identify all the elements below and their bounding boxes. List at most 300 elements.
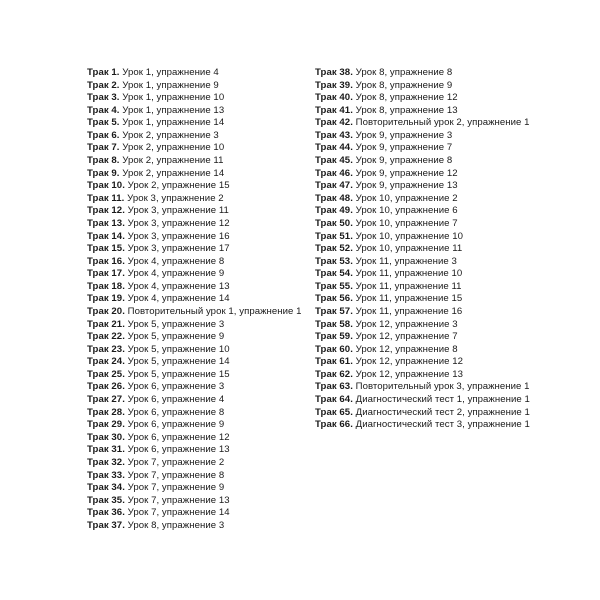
track-prefix: Трак [87,104,109,116]
track-description: Урок 2, упражнение 10 [122,142,225,154]
track-prefix: Трак [315,293,337,305]
track-index: 52. [339,243,353,255]
track-item [315,67,595,80]
track-index: 42. [339,117,353,129]
track-description: Урок 11, упражнение 3 [355,255,457,267]
track-index: 23. [111,343,125,355]
track-index: 14. [111,230,125,242]
track-number [315,117,353,128]
track-prefix: Трак [87,280,109,292]
track-item [87,130,312,143]
track-index: 37. [111,519,125,531]
track-number [87,92,120,103]
track-number [87,256,125,267]
track-prefix: Трак [87,519,109,531]
track-index: 62. [339,368,353,380]
track-item [315,356,595,369]
track-index: 55. [339,280,353,292]
track-number [87,117,120,128]
track-prefix: Трак [315,192,337,204]
track-item [87,520,312,533]
track-description: Урок 10, упражнение 6 [355,205,458,217]
track-item [87,67,312,80]
track-prefix: Трак [87,293,109,305]
track-item [87,281,312,294]
track-index: 64. [339,394,353,406]
track-number [87,495,125,506]
track-item [87,482,312,495]
track-description: Урок 9, упражнение 3 [355,129,453,141]
track-index: 41. [339,104,353,116]
track-description: Повторительный урок 3, упражнение 1 [355,381,530,393]
track-index: 18. [111,280,125,292]
track-description: Урок 8, упражнение 9 [355,79,453,91]
track-description: Урок 3, упражнение 12 [127,217,230,229]
track-description: Урок 3, упражнение 2 [127,192,224,204]
track-description: Урок 6, упражнение 13 [127,444,230,456]
track-description: Диагностический тест 2, упражнение 1 [355,406,530,418]
track-index: 57. [339,305,353,317]
track-item [87,381,312,394]
track-item [87,243,312,256]
track-number [315,205,353,216]
track-index: 22. [111,331,125,343]
track-description: Урок 4, упражнение 13 [127,280,230,292]
track-number [315,268,353,279]
track-prefix: Трак [87,217,109,229]
track-description: Урок 1, упражнение 4 [122,67,219,78]
track-item [315,231,595,244]
track-description: Урок 10, упражнение 7 [355,217,458,229]
track-prefix: Трак [315,368,337,380]
track-description: Урок 7, упражнение 13 [127,494,230,506]
track-description: Урок 7, упражнение 14 [127,507,230,519]
track-number [87,293,125,304]
track-item [87,268,312,281]
track-description: Урок 8, упражнение 12 [355,92,458,104]
track-number [87,142,120,153]
track-number [87,432,125,443]
track-prefix: Трак [87,368,109,380]
track-prefix: Трак [87,394,109,406]
track-prefix: Трак [87,268,109,280]
track-number [87,105,120,116]
track-number [87,306,125,317]
track-prefix: Трак [87,456,109,468]
track-prefix: Трак [315,243,337,255]
track-description: Урок 6, упражнение 8 [127,406,225,418]
track-index: 29. [111,419,125,431]
track-item [87,369,312,382]
track-number [315,155,353,166]
track-number [87,281,125,292]
track-description: Повторительный урок 2, упражнение 1 [355,117,530,129]
track-description: Урок 7, упражнение 2 [127,456,225,468]
track-number [87,381,125,392]
track-description: Урок 9, упражнение 8 [355,155,453,167]
track-prefix: Трак [87,381,109,393]
track-number [87,482,125,493]
track-prefix: Трак [87,356,109,368]
track-prefix: Трак [315,280,337,292]
track-description: Урок 4, упражнение 14 [127,293,230,305]
track-number [87,268,125,279]
track-number [87,67,120,78]
track-item [87,432,312,445]
track-number [87,444,125,455]
track-item [87,356,312,369]
track-index: 9. [111,167,120,179]
track-description: Урок 2, упражнение 3 [122,129,219,141]
track-item [87,306,312,319]
track-description: Урок 3, упражнение 17 [127,243,230,255]
track-description: Урок 5, упражнение 14 [127,356,230,368]
track-description: Урок 5, упражнение 9 [127,331,225,343]
track-description: Урок 7, упражнение 9 [127,482,225,494]
track-number [315,105,353,116]
track-item [315,168,595,181]
track-item [87,331,312,344]
track-description: Урок 9, упражнение 12 [355,167,458,179]
track-item [315,142,595,155]
track-prefix: Трак [87,192,109,204]
track-prefix: Трак [87,205,109,217]
track-index: 45. [339,155,353,167]
track-description: Диагностический тест 3, упражнение 1 [355,419,530,431]
track-item [87,105,312,118]
track-description: Урок 6, упражнение 4 [127,394,225,406]
track-item [87,293,312,306]
track-description: Диагностический тест 1, упражнение 1 [355,394,530,406]
track-prefix: Трак [87,406,109,418]
track-index: 65. [339,406,353,418]
track-prefix: Трак [87,180,109,192]
track-number [87,470,125,481]
track-prefix: Трак [315,117,337,129]
track-number [87,243,125,254]
track-index: 13. [111,217,125,229]
track-description: Урок 10, упражнение 2 [355,192,458,204]
track-number [315,369,353,380]
track-number [87,356,125,367]
track-index: 1. [111,67,120,78]
track-index: 36. [111,507,125,519]
track-index: 26. [111,381,125,393]
track-item [87,457,312,470]
track-index: 44. [339,142,353,154]
track-prefix: Трак [87,482,109,494]
track-item [315,419,595,432]
track-number [87,507,125,518]
track-item [87,205,312,218]
track-prefix: Трак [315,268,337,280]
track-index: 49. [339,205,353,217]
track-index: 31. [111,444,125,456]
track-index: 48. [339,192,353,204]
track-description: Урок 12, упражнение 12 [355,356,463,368]
track-item [315,193,595,206]
track-index: 53. [339,255,353,267]
track-index: 12. [111,205,125,217]
track-item [315,293,595,306]
track-item [87,180,312,193]
track-description: Урок 6, упражнение 9 [127,419,225,431]
track-index: 2. [111,79,120,91]
track-index: 58. [339,318,353,330]
track-description: Урок 1, упражнение 10 [122,92,225,104]
track-index: 61. [339,356,353,368]
track-item [315,180,595,193]
track-index: 5. [111,117,120,129]
track-number [87,520,125,531]
track-index: 34. [111,482,125,494]
track-prefix: Трак [87,469,109,481]
track-prefix: Трак [87,79,109,91]
track-prefix: Трак [87,444,109,456]
track-prefix: Трак [315,331,337,343]
track-prefix: Трак [87,243,109,255]
track-number [87,419,125,430]
track-item [87,142,312,155]
track-prefix: Трак [87,155,109,167]
track-description: Урок 12, упражнение 13 [355,368,463,380]
track-number [315,168,353,179]
track-number [315,80,353,91]
track-description: Урок 1, упражнение 14 [122,117,225,129]
track-number [87,193,124,204]
track-number [87,205,125,216]
track-item [315,407,595,420]
track-prefix: Трак [87,92,109,104]
track-number [315,193,353,204]
track-description: Урок 9, упражнение 7 [355,142,453,154]
track-prefix: Трак [315,318,337,330]
track-description: Урок 8, упражнение 13 [355,104,458,116]
track-index: 11. [111,192,125,204]
track-prefix: Трак [315,142,337,154]
track-index: 43. [339,129,353,141]
track-item [315,218,595,231]
track-index: 35. [111,494,125,506]
track-description: Урок 5, упражнение 10 [127,343,230,355]
track-index: 39. [339,79,353,91]
track-number [315,218,353,229]
track-index: 56. [339,293,353,305]
track-prefix: Трак [315,394,337,406]
track-index: 28. [111,406,125,418]
track-number [315,407,353,418]
track-number [87,180,125,191]
track-prefix: Трак [87,431,109,443]
track-prefix: Трак [87,255,109,267]
track-prefix: Трак [315,419,337,431]
track-description: Урок 2, упражнение 11 [122,155,224,167]
track-prefix: Трак [315,255,337,267]
track-index: 19. [111,293,125,305]
track-prefix: Трак [315,305,337,317]
track-number [87,231,125,242]
track-description: Повторительный урок 1, упражнение 1 [127,305,302,317]
track-prefix: Трак [87,419,109,431]
track-item [87,168,312,181]
track-prefix: Трак [87,117,109,129]
track-index: 54. [339,268,353,280]
track-index: 20. [111,305,125,317]
track-prefix: Трак [87,142,109,154]
track-column-right [315,67,595,432]
track-item [315,344,595,357]
track-item [87,507,312,520]
track-index: 8. [111,155,120,167]
track-number [87,344,125,355]
track-index: 60. [339,343,353,355]
track-index: 21. [111,318,125,330]
track-item [87,344,312,357]
track-number [315,381,353,392]
track-description: Урок 1, упражнение 9 [122,79,219,91]
track-item [87,80,312,93]
track-prefix: Трак [315,217,337,229]
track-description: Урок 12, упражнение 7 [355,331,458,343]
track-index: 46. [339,167,353,179]
track-item [87,444,312,457]
track-prefix: Трак [315,167,337,179]
track-item [87,92,312,105]
track-prefix: Трак [315,155,337,167]
track-prefix: Трак [87,167,109,179]
track-prefix: Трак [87,343,109,355]
track-index: 10. [111,180,125,192]
track-number [87,331,125,342]
track-description: Урок 6, упражнение 12 [127,431,230,443]
track-prefix: Трак [315,406,337,418]
track-number [87,130,120,141]
track-number [315,281,353,292]
track-item [87,419,312,432]
track-index: 17. [111,268,125,280]
track-index: 47. [339,180,353,192]
track-item [315,130,595,143]
track-description: Урок 6, упражнение 3 [127,381,225,393]
track-index: 32. [111,456,125,468]
track-description: Урок 3, упражнение 11 [127,205,229,217]
track-prefix: Трак [87,318,109,330]
track-number [315,331,353,342]
track-prefix: Трак [87,507,109,519]
track-index: 33. [111,469,125,481]
track-prefix: Трак [87,305,109,317]
track-description: Урок 9, упражнение 13 [355,180,458,192]
track-description: Урок 2, упражнение 14 [122,167,225,179]
track-index: 7. [111,142,120,154]
track-number [87,407,125,418]
track-description: Урок 2, упражнение 15 [127,180,230,192]
track-item [315,369,595,382]
track-item [315,92,595,105]
track-number [315,419,353,430]
track-description: Урок 8, упражнение 8 [355,67,453,78]
track-item [87,218,312,231]
track-item [87,470,312,483]
track-item [315,155,595,168]
track-item [315,205,595,218]
track-item [315,105,595,118]
track-number [315,256,353,267]
track-number [87,80,120,91]
track-prefix: Трак [315,381,337,393]
track-index: 6. [111,129,120,141]
track-item [315,281,595,294]
track-index: 40. [339,92,353,104]
track-prefix: Трак [87,230,109,242]
track-prefix: Трак [87,129,109,141]
track-number [315,130,353,141]
track-prefix: Трак [87,67,109,78]
track-item [315,306,595,319]
track-description: Урок 4, упражнение 9 [127,268,225,280]
track-item [315,243,595,256]
track-item [87,495,312,508]
track-prefix: Трак [315,79,337,91]
track-index: 66. [339,419,353,431]
track-item [315,394,595,407]
track-index: 24. [111,356,125,368]
track-item [315,268,595,281]
track-description: Урок 5, упражнение 3 [127,318,225,330]
track-item [315,331,595,344]
track-number [315,344,353,355]
track-description: Урок 8, упражнение 3 [127,519,225,531]
track-index: 38. [339,67,353,78]
track-number [315,394,353,405]
track-prefix: Трак [87,331,109,343]
track-description: Урок 11, упражнение 11 [355,280,462,292]
track-item [87,193,312,206]
track-prefix: Трак [315,104,337,116]
track-prefix: Трак [315,129,337,141]
track-prefix: Трак [315,343,337,355]
track-number [315,92,353,103]
track-prefix: Трак [315,92,337,104]
track-number [315,356,353,367]
track-description: Урок 12, упражнение 3 [355,318,458,330]
track-index: 3. [111,92,120,104]
track-index: 59. [339,331,353,343]
track-index: 16. [111,255,125,267]
track-item [315,256,595,269]
track-description: Урок 12, упражнение 8 [355,343,458,355]
track-number [87,394,125,405]
track-description: Урок 7, упражнение 8 [127,469,225,481]
track-index: 30. [111,431,125,443]
track-index: 4. [111,104,120,116]
track-item [315,319,595,332]
track-number [315,306,353,317]
track-number [315,180,353,191]
track-description: Урок 11, упражнение 16 [355,305,463,317]
track-description: Урок 11, упражнение 10 [355,268,463,280]
track-prefix: Трак [315,230,337,242]
track-index: 51. [339,230,353,242]
track-item [87,117,312,130]
track-description: Урок 5, упражнение 15 [127,368,230,380]
track-description: Урок 10, упражнение 11 [355,243,463,255]
track-prefix: Трак [315,180,337,192]
track-number [315,231,353,242]
track-number [87,155,120,166]
track-number [87,218,125,229]
track-prefix: Трак [315,67,337,78]
